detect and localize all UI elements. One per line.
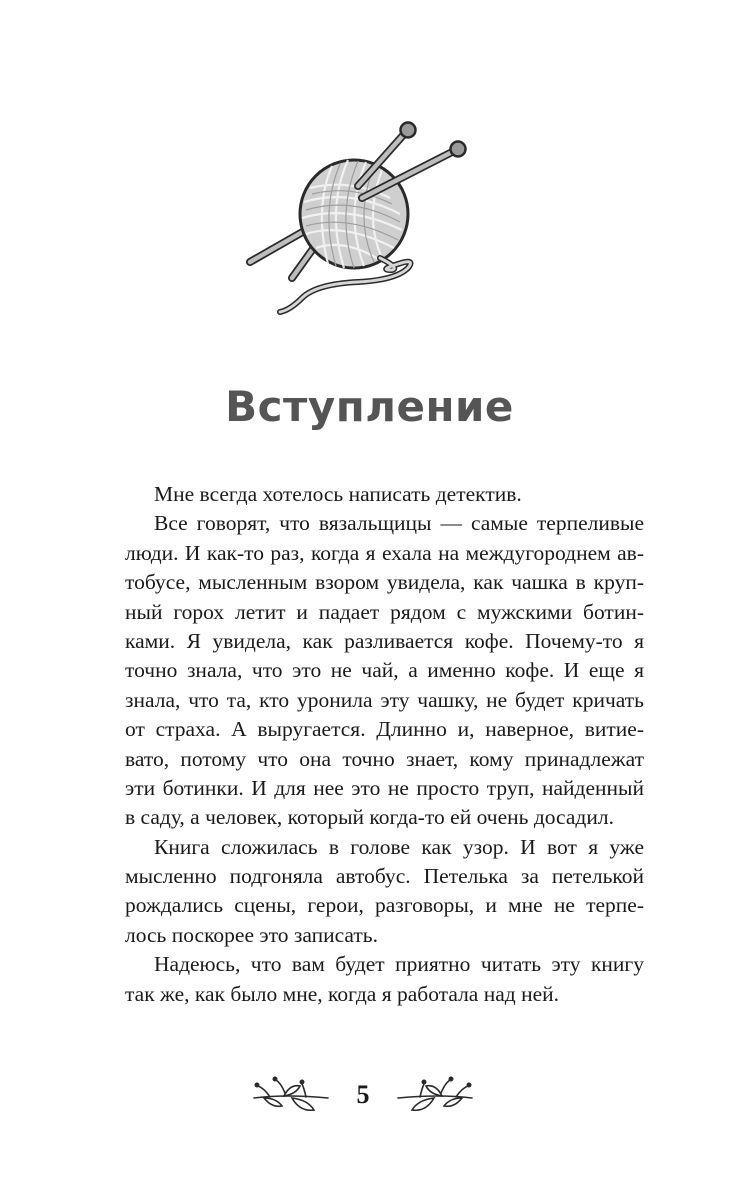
text-line: так же, как было мне, когда я работала над ней. [125,981,560,1006]
leaf-branch-ornament-icon [250,1074,330,1120]
paragraph-3 [96,833,644,951]
text-line: эти ботинки. И для нее это не просто труп, найденный [125,775,644,800]
text-line: точно знала, что это не чай, а именно кофе. И еще я [125,658,644,683]
text-line: лось поскорее это записать. [125,922,378,947]
text-line: ками. Я увидела, как разливается кофе. Почему-то я [125,628,644,653]
text-line: вато, потому что она точно знает, кому принадлежат [125,746,644,771]
text-line: Все говорят, что вязальщицы — самые терпеливые [154,511,644,536]
text-line: Мне всегда хотелось написать детектив. [154,482,522,506]
text-line: тобусе, мысленным взором увидела, как чашка в круп- [125,570,644,595]
yarn-ball-illustration-icon [240,118,480,323]
text-line: люди. И как-то раз, когда я ехала на междугороднем ав- [125,540,644,565]
chapter-body [96,480,644,1009]
text-line: Книга сложилась в голове как узор. И вот я уже [154,834,644,859]
page-footer [0,1074,739,1124]
chapter-heading: Вступление [225,382,514,431]
page-number: 5 [356,1080,370,1109]
text-line: знала, что та, кто уронила эту чашку, не будет кричать [125,687,644,712]
text-line: мысленно подгоняла автобус. Петелька за петелькой [125,864,644,889]
text-line: Надеюсь, что вам будет приятно читать эту книгу [154,952,644,977]
paragraph-4 [96,950,644,1009]
text-line: в саду, а человек, который когда-то ей очень досадил. [125,805,614,830]
paragraph-1 [96,480,644,509]
text-line: рождались сцены, герои, разговоры, и мне не терпе- [125,893,644,918]
text-line: ный горох летит и падает рядом с мужскими ботин- [125,599,644,624]
paragraph-2 [96,509,644,832]
text-line: от страха. А выругается. Длинно и, наверное, витие- [125,717,644,742]
leaf-branch-ornament-icon [396,1074,476,1120]
